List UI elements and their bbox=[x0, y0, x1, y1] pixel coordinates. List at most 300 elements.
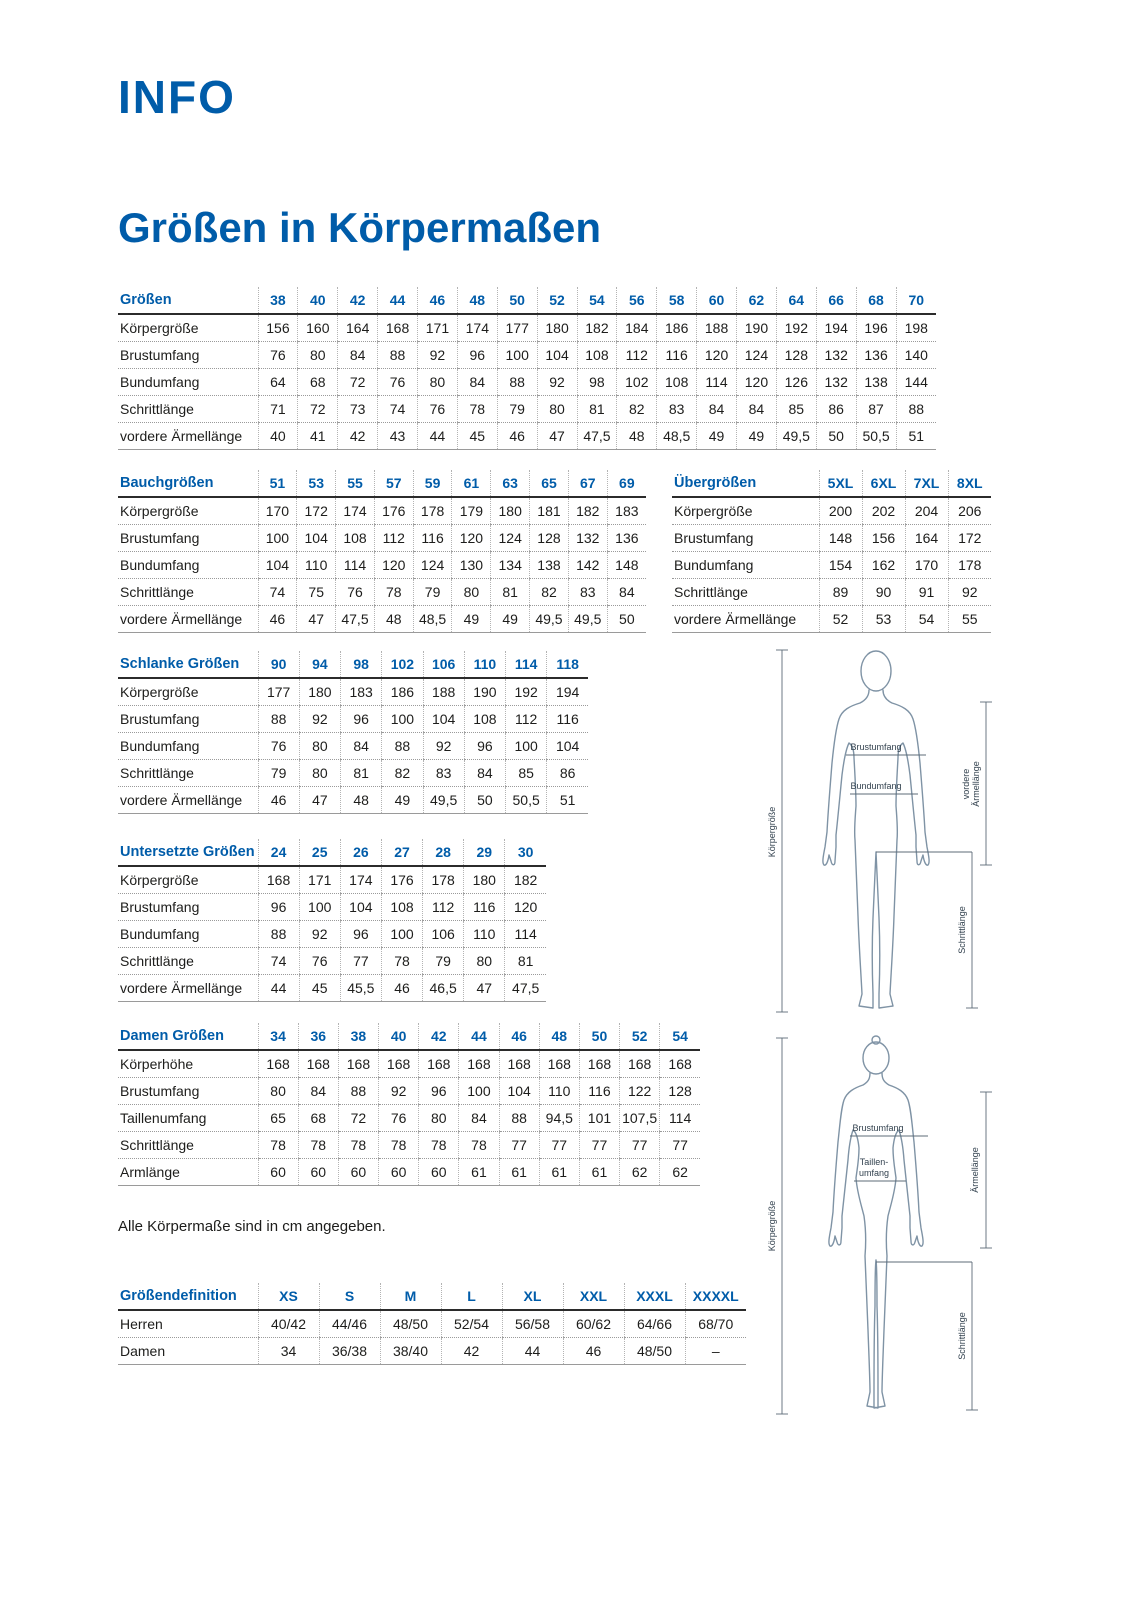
column-header: 42 bbox=[338, 287, 378, 314]
cell-value: 47,5 bbox=[336, 606, 375, 633]
cell-value: 96 bbox=[340, 921, 381, 948]
cell-value: 90 bbox=[862, 579, 905, 606]
cell-value: 92 bbox=[379, 1078, 419, 1105]
cell-value: 73 bbox=[338, 396, 378, 423]
cell-value: 186 bbox=[657, 314, 697, 342]
cell-value: 60 bbox=[379, 1159, 419, 1186]
cell-value: 78 bbox=[459, 1132, 499, 1159]
cell-value: 120 bbox=[505, 894, 546, 921]
cell-value: 51 bbox=[896, 423, 936, 450]
cell-value: 192 bbox=[506, 678, 547, 706]
cell-value: 54 bbox=[905, 606, 948, 633]
row-label: Taillenumfang bbox=[118, 1105, 258, 1132]
cell-value: 104 bbox=[537, 342, 577, 369]
table-uebergroessen bbox=[672, 470, 991, 633]
cell-value: 206 bbox=[948, 497, 991, 525]
cell-value: 114 bbox=[336, 552, 375, 579]
column-header: XS bbox=[258, 1283, 319, 1310]
cell-value: 84 bbox=[457, 369, 497, 396]
table-row bbox=[118, 1105, 700, 1132]
cell-value: 168 bbox=[539, 1050, 579, 1078]
column-header: 38 bbox=[338, 1023, 378, 1050]
cell-value: 188 bbox=[423, 678, 464, 706]
male-brustumfang-label: Brustumfang bbox=[850, 742, 902, 752]
male-figure-svg bbox=[766, 646, 994, 1018]
cell-value: 88 bbox=[378, 342, 418, 369]
cell-value: 177 bbox=[497, 314, 537, 342]
male-sleeve-label-line2: Ärmellänge bbox=[971, 761, 981, 807]
cell-value: 50 bbox=[816, 423, 856, 450]
cell-value: 128 bbox=[530, 525, 569, 552]
cell-value: 74 bbox=[258, 948, 299, 975]
cell-value: 87 bbox=[856, 396, 896, 423]
cell-value: 100 bbox=[506, 733, 547, 760]
cell-value: 116 bbox=[464, 894, 505, 921]
header-row bbox=[118, 1283, 746, 1310]
cell-value: 36/38 bbox=[319, 1338, 380, 1365]
table-row bbox=[118, 396, 936, 423]
cell-value: 60 bbox=[258, 1159, 298, 1186]
cell-value: 196 bbox=[856, 314, 896, 342]
cell-value: 78 bbox=[298, 1132, 338, 1159]
cell-value: 78 bbox=[258, 1132, 298, 1159]
cell-value: 112 bbox=[617, 342, 657, 369]
cell-value: 80 bbox=[298, 342, 338, 369]
cell-value: 49 bbox=[382, 787, 423, 814]
row-label: Schrittlänge bbox=[118, 948, 258, 975]
cell-value: 74 bbox=[378, 396, 418, 423]
cell-value: 83 bbox=[423, 760, 464, 787]
cell-value: 75 bbox=[297, 579, 336, 606]
cell-value: 140 bbox=[896, 342, 936, 369]
cell-value: 65 bbox=[258, 1105, 298, 1132]
cell-value: 186 bbox=[382, 678, 423, 706]
cell-value: 81 bbox=[577, 396, 617, 423]
cell-value: 47 bbox=[299, 787, 340, 814]
cell-value: 77 bbox=[579, 1132, 619, 1159]
cell-value: 49,5 bbox=[423, 787, 464, 814]
cell-value: 101 bbox=[579, 1105, 619, 1132]
table-row bbox=[118, 423, 936, 450]
column-header: 69 bbox=[607, 470, 646, 497]
cell-value: 116 bbox=[657, 342, 697, 369]
column-header: 70 bbox=[896, 287, 936, 314]
table-title: Schlanke Größen bbox=[118, 651, 258, 678]
cell-value: 74 bbox=[258, 579, 297, 606]
cell-value: 42 bbox=[338, 423, 378, 450]
cell-value: 89 bbox=[819, 579, 862, 606]
cell-value: 80 bbox=[464, 948, 505, 975]
column-header: 102 bbox=[382, 651, 423, 678]
column-header: 40 bbox=[379, 1023, 419, 1050]
column-header: 26 bbox=[340, 839, 381, 866]
cell-value: 183 bbox=[607, 497, 646, 525]
table-row bbox=[118, 606, 646, 633]
cell-value: 110 bbox=[539, 1078, 579, 1105]
column-header: 30 bbox=[505, 839, 546, 866]
cell-value: 106 bbox=[423, 921, 464, 948]
cell-value: 72 bbox=[338, 369, 378, 396]
cell-value: 68 bbox=[298, 1105, 338, 1132]
cell-value: 92 bbox=[537, 369, 577, 396]
column-header: 57 bbox=[374, 470, 413, 497]
column-header: 44 bbox=[459, 1023, 499, 1050]
cell-value: 178 bbox=[948, 552, 991, 579]
cell-value: 78 bbox=[381, 948, 422, 975]
size-table bbox=[118, 651, 588, 814]
cell-value: 48/50 bbox=[380, 1310, 441, 1338]
cell-value: 52 bbox=[819, 606, 862, 633]
cell-value: 98 bbox=[577, 369, 617, 396]
table-row bbox=[118, 1050, 700, 1078]
cell-value: 180 bbox=[464, 866, 505, 894]
table-row bbox=[118, 1078, 700, 1105]
cell-value: 100 bbox=[382, 706, 423, 733]
female-hair-bun-outline bbox=[872, 1036, 880, 1044]
table-row bbox=[672, 579, 991, 606]
cell-value: 78 bbox=[374, 579, 413, 606]
cell-value: 46 bbox=[563, 1338, 624, 1365]
cell-value: 79 bbox=[258, 760, 299, 787]
female-head-outline bbox=[863, 1042, 889, 1074]
cell-value: 182 bbox=[568, 497, 607, 525]
cell-value: 182 bbox=[577, 314, 617, 342]
column-header: 65 bbox=[530, 470, 569, 497]
cell-value: 88 bbox=[896, 396, 936, 423]
table-title: Größendefinition bbox=[118, 1283, 258, 1310]
cell-value: 52/54 bbox=[441, 1310, 502, 1338]
cell-value: 116 bbox=[579, 1078, 619, 1105]
cell-value: 92 bbox=[423, 733, 464, 760]
cell-value: 168 bbox=[419, 1050, 459, 1078]
column-header: 42 bbox=[419, 1023, 459, 1050]
column-header: 67 bbox=[568, 470, 607, 497]
column-header: 27 bbox=[381, 839, 422, 866]
table-row bbox=[118, 787, 588, 814]
cell-value: 112 bbox=[423, 894, 464, 921]
cell-value: 80 bbox=[419, 1105, 459, 1132]
cell-value: 72 bbox=[338, 1105, 378, 1132]
column-header: 54 bbox=[577, 287, 617, 314]
cell-value: 76 bbox=[258, 733, 299, 760]
table-schlanke-groessen bbox=[118, 651, 588, 814]
table-row bbox=[118, 1310, 746, 1338]
cell-value: 50 bbox=[464, 787, 505, 814]
cell-value: 88 bbox=[497, 369, 537, 396]
cell-value: 188 bbox=[697, 314, 737, 342]
row-label: Körpergröße bbox=[118, 314, 258, 342]
table-title: Größen bbox=[118, 287, 258, 314]
size-table bbox=[672, 470, 991, 633]
cell-value: 124 bbox=[413, 552, 452, 579]
cell-value: 78 bbox=[338, 1132, 378, 1159]
column-header: 46 bbox=[418, 287, 458, 314]
column-header: 46 bbox=[499, 1023, 539, 1050]
cell-value: 45,5 bbox=[340, 975, 381, 1002]
column-header: 29 bbox=[464, 839, 505, 866]
cell-value: 102 bbox=[617, 369, 657, 396]
cell-value: 160 bbox=[298, 314, 338, 342]
column-header: 44 bbox=[378, 287, 418, 314]
row-label: Körpergröße bbox=[118, 678, 258, 706]
cell-value: 168 bbox=[378, 314, 418, 342]
cell-value: 182 bbox=[505, 866, 546, 894]
table-row bbox=[118, 921, 546, 948]
cell-value: 60 bbox=[298, 1159, 338, 1186]
cell-value: 172 bbox=[297, 497, 336, 525]
cell-value: 168 bbox=[258, 866, 299, 894]
page-title: Größen in Körpermaßen bbox=[118, 204, 602, 251]
table-row bbox=[118, 678, 588, 706]
row-label: Schrittlänge bbox=[118, 396, 258, 423]
cell-value: 84 bbox=[338, 342, 378, 369]
row-label: Bundumfang bbox=[672, 552, 819, 579]
cell-value: 91 bbox=[905, 579, 948, 606]
cell-value: 44 bbox=[502, 1338, 563, 1365]
cell-value: 50,5 bbox=[506, 787, 547, 814]
table-row bbox=[118, 314, 936, 342]
cell-value: 164 bbox=[905, 525, 948, 552]
cell-value: 178 bbox=[413, 497, 452, 525]
cell-value: 76 bbox=[336, 579, 375, 606]
column-header: 52 bbox=[537, 287, 577, 314]
cell-value: 200 bbox=[819, 497, 862, 525]
cell-value: 92 bbox=[948, 579, 991, 606]
column-header: 40 bbox=[298, 287, 338, 314]
cell-value: 108 bbox=[381, 894, 422, 921]
size-table bbox=[118, 1023, 700, 1186]
cell-value: 156 bbox=[258, 314, 298, 342]
cell-value: 124 bbox=[491, 525, 530, 552]
column-header: 28 bbox=[423, 839, 464, 866]
cell-value: 49 bbox=[697, 423, 737, 450]
cell-value: 46 bbox=[381, 975, 422, 1002]
size-table bbox=[118, 470, 646, 633]
cell-value: 68/70 bbox=[685, 1310, 746, 1338]
cell-value: 176 bbox=[374, 497, 413, 525]
cell-value: 43 bbox=[378, 423, 418, 450]
cell-value: 130 bbox=[452, 552, 491, 579]
cell-value: 77 bbox=[539, 1132, 579, 1159]
cell-value: 100 bbox=[299, 894, 340, 921]
cell-value: 61 bbox=[579, 1159, 619, 1186]
cell-value: 104 bbox=[297, 525, 336, 552]
column-header: 58 bbox=[657, 287, 697, 314]
column-header: 7XL bbox=[905, 470, 948, 497]
cell-value: 168 bbox=[660, 1050, 700, 1078]
column-header: 8XL bbox=[948, 470, 991, 497]
row-label: Schrittlänge bbox=[118, 579, 258, 606]
table-title: Bauchgrößen bbox=[118, 470, 258, 497]
cell-value: 168 bbox=[459, 1050, 499, 1078]
size-table bbox=[118, 1283, 746, 1365]
cell-value: 45 bbox=[299, 975, 340, 1002]
cell-value: 138 bbox=[856, 369, 896, 396]
column-header: 55 bbox=[336, 470, 375, 497]
row-label: Schrittlänge bbox=[672, 579, 819, 606]
female-koerpergroesse-label: Körpergröße bbox=[767, 1200, 777, 1252]
cell-value: 86 bbox=[547, 760, 588, 787]
column-header: 64 bbox=[776, 287, 816, 314]
male-schrittlaenge-label: Schrittlänge bbox=[957, 906, 967, 954]
cell-value: 77 bbox=[499, 1132, 539, 1159]
row-label: vordere Ärmellänge bbox=[118, 423, 258, 450]
row-label: vordere Ärmellänge bbox=[672, 606, 819, 633]
cell-value: 62 bbox=[660, 1159, 700, 1186]
cell-value: 122 bbox=[620, 1078, 660, 1105]
column-header: 60 bbox=[697, 287, 737, 314]
cell-value: 85 bbox=[776, 396, 816, 423]
cell-value: 180 bbox=[537, 314, 577, 342]
cell-value: 174 bbox=[340, 866, 381, 894]
cell-value: 92 bbox=[299, 921, 340, 948]
cell-value: 48/50 bbox=[624, 1338, 685, 1365]
cell-value: 84 bbox=[607, 579, 646, 606]
cell-value: 76 bbox=[258, 342, 298, 369]
row-label: Körpergröße bbox=[672, 497, 819, 525]
female-figure-svg bbox=[766, 1034, 994, 1422]
cell-value: 132 bbox=[568, 525, 607, 552]
cell-value: 81 bbox=[491, 579, 530, 606]
column-header: S bbox=[319, 1283, 380, 1310]
column-header: 24 bbox=[258, 839, 299, 866]
male-head-outline bbox=[861, 651, 891, 691]
cell-value: 56/58 bbox=[502, 1310, 563, 1338]
table-title: Untersetzte Größen bbox=[118, 839, 258, 866]
cell-value: 47 bbox=[464, 975, 505, 1002]
cell-value: 172 bbox=[948, 525, 991, 552]
cell-value: 64 bbox=[258, 369, 298, 396]
table-row bbox=[118, 975, 546, 1002]
column-header: XL bbox=[502, 1283, 563, 1310]
female-brustumfang-label: Brustumfang bbox=[852, 1123, 904, 1133]
header-row bbox=[118, 287, 936, 314]
column-header: 34 bbox=[258, 1023, 298, 1050]
cell-value: 194 bbox=[816, 314, 856, 342]
cell-value: 41 bbox=[298, 423, 338, 450]
table-row bbox=[672, 552, 991, 579]
cell-value: 190 bbox=[464, 678, 505, 706]
row-label: Bundumfang bbox=[118, 552, 258, 579]
cell-value: 60/62 bbox=[563, 1310, 624, 1338]
cell-value: 78 bbox=[379, 1132, 419, 1159]
cell-value: 171 bbox=[418, 314, 458, 342]
cell-value: 177 bbox=[258, 678, 299, 706]
table-row bbox=[118, 1338, 746, 1365]
cell-value: 47 bbox=[297, 606, 336, 633]
cell-value: 96 bbox=[258, 894, 299, 921]
row-label: Bundumfang bbox=[118, 921, 258, 948]
column-header: 114 bbox=[506, 651, 547, 678]
column-header: 56 bbox=[617, 287, 657, 314]
male-koerpergroesse-label: Körpergröße bbox=[767, 806, 777, 858]
cell-value: 64/66 bbox=[624, 1310, 685, 1338]
cell-value: 80 bbox=[299, 733, 340, 760]
column-header: 62 bbox=[737, 287, 777, 314]
cell-value: 49,5 bbox=[568, 606, 607, 633]
cell-value: 80 bbox=[537, 396, 577, 423]
column-header: 53 bbox=[297, 470, 336, 497]
cell-value: 168 bbox=[499, 1050, 539, 1078]
cell-value: 84 bbox=[697, 396, 737, 423]
table-damen-groessen bbox=[118, 1023, 700, 1186]
cell-value: 120 bbox=[374, 552, 413, 579]
cell-value: 170 bbox=[258, 497, 297, 525]
cell-value: 110 bbox=[297, 552, 336, 579]
row-label: Brustumfang bbox=[118, 342, 258, 369]
cell-value: 100 bbox=[497, 342, 537, 369]
cell-value: 38/40 bbox=[380, 1338, 441, 1365]
cell-value: 104 bbox=[423, 706, 464, 733]
cell-value: 116 bbox=[413, 525, 452, 552]
row-label: Armlänge bbox=[118, 1159, 258, 1186]
cell-value: 104 bbox=[499, 1078, 539, 1105]
male-figure-diagram bbox=[766, 646, 994, 1018]
cell-value: 132 bbox=[816, 342, 856, 369]
cell-value: 162 bbox=[862, 552, 905, 579]
cell-value: 82 bbox=[530, 579, 569, 606]
female-aermellaenge-label: Ärmellänge bbox=[970, 1147, 980, 1193]
cell-value: 136 bbox=[607, 525, 646, 552]
table-title: Übergrößen bbox=[672, 470, 819, 497]
column-header: 118 bbox=[547, 651, 588, 678]
cell-value: 100 bbox=[258, 525, 297, 552]
female-figure-diagram bbox=[766, 1034, 994, 1422]
cell-value: 53 bbox=[862, 606, 905, 633]
cell-value: 108 bbox=[336, 525, 375, 552]
cell-value: 50,5 bbox=[856, 423, 896, 450]
cell-value: 81 bbox=[505, 948, 546, 975]
cell-value: 183 bbox=[341, 678, 382, 706]
cell-value: 94,5 bbox=[539, 1105, 579, 1132]
cell-value: 82 bbox=[382, 760, 423, 787]
cell-value: 49 bbox=[452, 606, 491, 633]
cell-value: 80 bbox=[299, 760, 340, 787]
table-row bbox=[118, 948, 546, 975]
table-row bbox=[672, 497, 991, 525]
cell-value: 174 bbox=[457, 314, 497, 342]
column-header: XXXL bbox=[624, 1283, 685, 1310]
cell-value: 68 bbox=[298, 369, 338, 396]
cell-value: 62 bbox=[620, 1159, 660, 1186]
table-row bbox=[118, 497, 646, 525]
cell-value: 78 bbox=[457, 396, 497, 423]
cell-value: 170 bbox=[905, 552, 948, 579]
cell-value: 88 bbox=[258, 706, 299, 733]
cell-value: 120 bbox=[737, 369, 777, 396]
cell-value: 80 bbox=[258, 1078, 298, 1105]
cell-value: 34 bbox=[258, 1338, 319, 1365]
header-row bbox=[118, 470, 646, 497]
table-groessendefinition bbox=[118, 1283, 746, 1365]
column-header: 94 bbox=[299, 651, 340, 678]
cell-value: 76 bbox=[299, 948, 340, 975]
column-header: 52 bbox=[620, 1023, 660, 1050]
cell-value: 47,5 bbox=[505, 975, 546, 1002]
cell-value: 148 bbox=[607, 552, 646, 579]
header-row bbox=[118, 839, 546, 866]
cell-value: 45 bbox=[457, 423, 497, 450]
male-sleeve-label-line1: vordere bbox=[961, 768, 971, 800]
row-label: Brustumfang bbox=[118, 525, 258, 552]
cell-value: 110 bbox=[464, 921, 505, 948]
cell-value: 83 bbox=[657, 396, 697, 423]
row-label: vordere Ärmellänge bbox=[118, 606, 258, 633]
cell-value: 60 bbox=[338, 1159, 378, 1186]
column-header: 50 bbox=[579, 1023, 619, 1050]
column-header: 110 bbox=[464, 651, 505, 678]
cell-value: 202 bbox=[862, 497, 905, 525]
